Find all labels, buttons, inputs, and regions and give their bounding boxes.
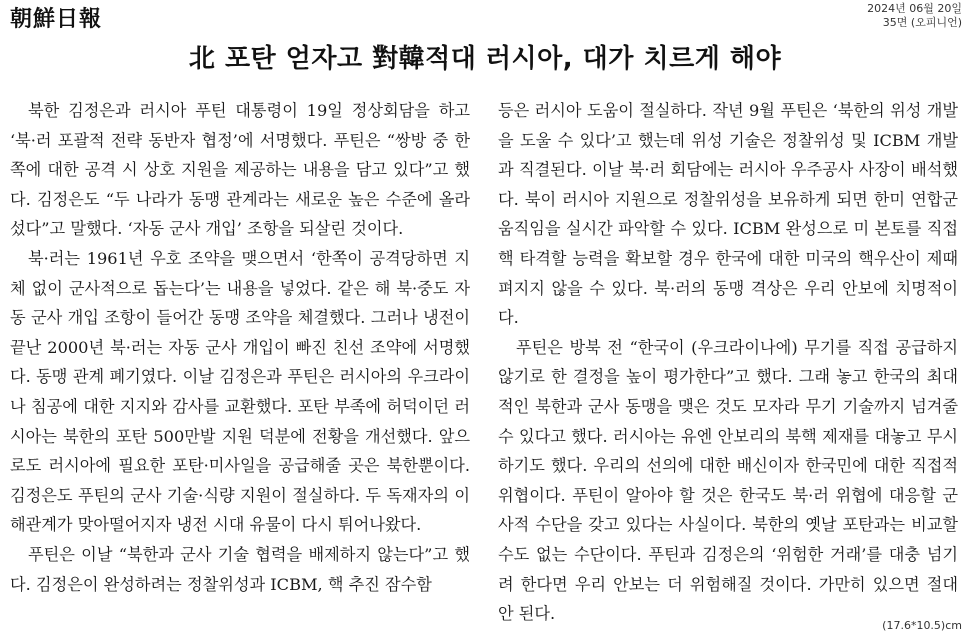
newspaper-masthead: 朝鮮日報 [10,6,103,32]
paragraph: 푸틴은 방북 전 “한국이 (우크라이나에) 무기를 직접 공급하지 않기로 한 결정을 높이 평가한다”고 했다. 그래 놓고 한국의 최대 적인 북한과 군사 동맹을 맺은 것도 모자라 무기 기술까지 넘겨줄 수 있다고 했다. 러시아는 유엔 안보리의 북핵 제재를 대놓고 무시하기도 했다. 우리의 선의에 대한 배신이자 한국민에 대한 직접적 위협이다. 푸틴이 알아야 할 것은 한국도 북·러 위협에 대응할 군사적 수단을 갖고 있다는 사실이다. 북한의 옛날 포탄과는 비교할 수도 없는 수단이다. 푸틴과 김정은의 ‘위험한 거래’를 대충 넘기려 한다면 우리 안보는 더 위험해질 것이다. 가만히 있으면 절대 안 된다. [498,337,958,624]
article-headline: 北 포탄 얻자고 對韓적대 러시아, 대가 치르게 해야 [188,44,782,74]
article-column-right [498,96,958,629]
paragraph: 북한 김정은과 러시아 푸틴 대통령이 19일 정상회담을 하고 ‘북·러 포괄적 전략 동반자 협정’에 서명했다. 푸틴은 “쌍방 중 한쪽에 대한 공격 시 상호 지원을 제공하는 내용을 담고 있다”고 했다. 김정은도 “두 나라가 동맹 관계라는 새로운 높은 수준에 올라섰다”고 말했다. ‘자동 군사 개입’ 조항을 되살린 것이다. [10,101,470,239]
article-meta [867,2,962,30]
paragraph: 푸틴은 이날 “북한과 군사 기술 협력을 배제하지 않는다”고 했다. 김정은이 완성하려는 정찰위성과 ICBM, 핵 추진 잠수함 [10,544,470,594]
publication-date: 2024년 06월 20일 [867,2,962,15]
paragraph: 북·러는 1961년 우호 조약을 맺으면서 ‘한쪽이 공격당하면 지체 없이 군사적으로 돕는다’는 내용을 넣었다. 같은 해 북·중도 자동 군사 개입 조항이 들어간 동맹 조약을 체결했다. 그러나 냉전이 끝난 2000년 북·러는 자동 군사 개입이 빠진 친선 조약에 서명했다. 동맹 관계 폐기였다. 이날 김정은과 푸틴은 러시아의 우크라이나 침공에 대한 지지와 감사를 교환했다. 포탄 부족에 허덕이던 러시아는 북한의 포탄 500만발 지원 덕분에 전황을 개선했다. 앞으로도 러시아에 필요한 포탄·미사일을 공급해줄 곳은 북한뿐이다. 김정은도 푸틴의 군사 기술·식량 지원이 절실하다. 두 독재자의 이해관계가 맞아떨어지자 냉전 시대 유물이 다시 튀어나왔다. [10,248,470,535]
page-section: 35면 (오피니언) [882,16,962,29]
clipping-size: (17.6*10.5)cm [882,619,962,632]
article-column-left [10,96,470,599]
paragraph: 등은 러시아 도움이 절실하다. 작년 9월 푸틴은 ‘북한의 위성 개발을 도울 수 있다’고 했는데 위성 기술은 정찰위성 및 ICBM 개발과 직결된다. 이날 북·러 회담에는 러시아 우주공사 사장이 배석했다. 북이 러시아 지원으로 정찰위성을 보유하게 되면 한미 연합군 움직임을 실시간 파악할 수 있다. ICBM 완성으로 미 본토를 직접 핵 타격할 능력을 확보할 경우 한국에 대한 미국의 핵우산이 제때 펴지지 않을 수 있다. 북·러의 동맹 격상은 우리 안보에 치명적이다. [498,101,958,328]
